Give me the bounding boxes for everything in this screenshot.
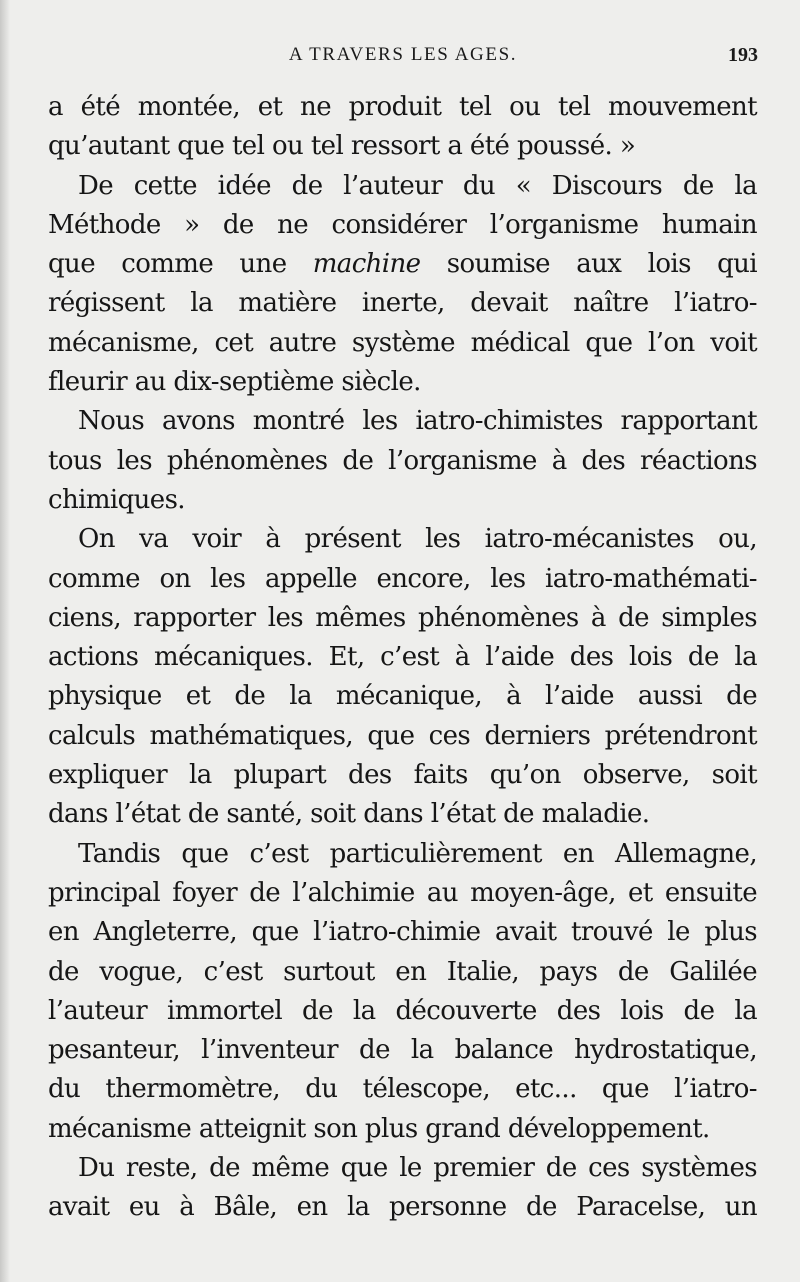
line-text: Méthode » de ne considérer l’organisme humain	[48, 209, 757, 240]
line-text: régissent la matière inerte, devait naître l’iatro-	[48, 288, 757, 319]
line-text: l’auteur immortel de la découverte des lois de la	[48, 995, 757, 1026]
line-text: De cette idée de l’auteur du « Discours de la	[78, 170, 757, 201]
text-line	[48, 127, 757, 166]
line-text: en Angleterre, que l’iatro-chimie avait trouvé le plus	[48, 917, 757, 948]
text-line	[48, 481, 757, 520]
line-text: ciens, rapporter les mêmes phénomènes à de simples	[48, 602, 757, 633]
text-line	[48, 206, 757, 245]
line-text: a été montée, et ne produit tel ou tel mouvement	[48, 92, 757, 122]
text-line	[48, 167, 757, 206]
text-line	[48, 795, 757, 834]
line-text: Nous avons montré les iatro-chimistes rapportant	[78, 406, 757, 437]
line-text: que comme une	[48, 249, 313, 280]
text-line	[48, 1149, 757, 1188]
line-text: dans l’état de santé, soit dans l’état de maladie.	[48, 799, 650, 830]
line-text: On va voir à présent les iatro-mécanistes ou,	[78, 524, 757, 555]
text-line	[48, 284, 757, 323]
text-line	[48, 1070, 757, 1109]
line-text: Du reste, de même que le premier de ces systèmes	[78, 1153, 757, 1184]
text-line	[48, 874, 757, 913]
text-line	[48, 520, 757, 559]
line-text: calculs mathématiques, que ces derniers prétendront	[48, 720, 757, 751]
text-line	[48, 992, 757, 1031]
running-title: A TRAVERS LES AGES.	[288, 44, 518, 65]
line-text: qu’autant que tel ou tel ressort a été poussé. »	[48, 131, 636, 162]
text-line	[48, 599, 757, 638]
text-line	[48, 913, 757, 952]
line-text: tous les phénomènes de l’organisme à des réactions	[48, 445, 757, 476]
text-line	[48, 717, 757, 756]
text-line	[48, 1188, 757, 1227]
text-line	[48, 363, 757, 402]
page-number: 193	[728, 44, 758, 66]
text-line	[48, 88, 757, 127]
text-line	[48, 324, 757, 363]
line-text: mécanisme atteignit son plus grand développement.	[48, 1113, 710, 1144]
text-line	[48, 1031, 757, 1070]
text-line	[48, 442, 757, 481]
text-line	[48, 953, 757, 992]
body-text	[48, 88, 757, 1228]
line-text: mécanisme, cet autre système médical que l’on voit	[48, 327, 757, 358]
line-text: de vogue, c’est surtout en Italie, pays de Galilée	[48, 956, 757, 987]
line-text: du thermomètre, du télescope, etc... que l’iatro-	[48, 1074, 757, 1105]
text-line	[48, 677, 757, 716]
line-text: pesanteur, l’inventeur de la balance hydrostatique,	[48, 1035, 757, 1066]
line-text: avait eu à Bâle, en la personne de Paracelse, un	[48, 1192, 757, 1223]
line-text-after: soumise aux lois qui	[420, 249, 757, 280]
text-line	[48, 756, 757, 795]
text-line	[48, 245, 757, 284]
line-text: fleurir au dix-septième siècle.	[48, 367, 421, 398]
line-text: actions mécaniques. Et, c’est à l’aide des lois de la	[48, 642, 757, 673]
line-text: principal foyer de l’alchimie au moyen-âge, et ensuite	[48, 877, 757, 908]
italic-word: machine	[312, 249, 421, 280]
line-text: comme on les appelle encore, les iatro-mathémati-	[48, 563, 757, 594]
text-line	[48, 835, 757, 874]
text-line	[48, 560, 757, 599]
line-text: Tandis que c’est particulièrement en Allemagne,	[78, 838, 757, 869]
line-text: expliquer la plupart des faits qu’on observe, soit	[48, 760, 757, 791]
text-line	[48, 1110, 757, 1149]
text-line	[48, 638, 757, 677]
page-header	[48, 44, 758, 72]
line-text: physique et de la mécanique, à l’aide aussi de	[48, 681, 757, 712]
text-line	[48, 402, 757, 441]
line-text: chimiques.	[48, 484, 185, 515]
